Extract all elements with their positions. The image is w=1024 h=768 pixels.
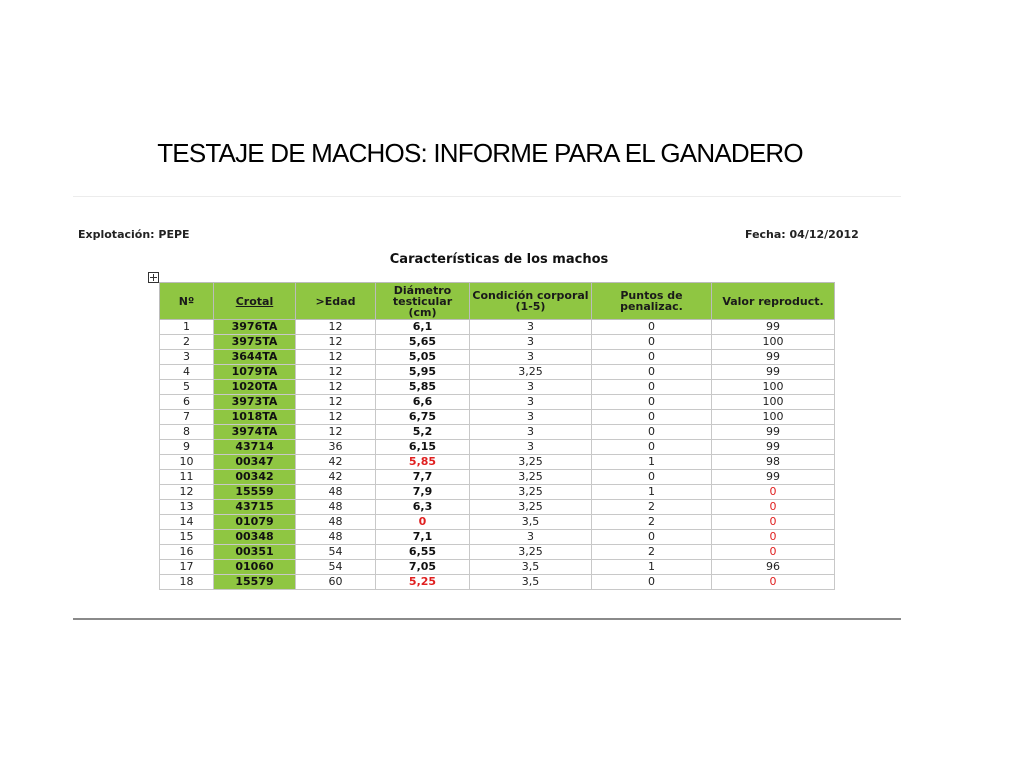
cell-diametro: 5,85 — [376, 380, 470, 395]
cell-valor: 100 — [712, 395, 835, 410]
cell-condicion: 3,25 — [470, 455, 592, 470]
table-row — [160, 545, 835, 560]
table-row — [160, 380, 835, 395]
cell-diametro: 6,3 — [376, 500, 470, 515]
table-title: Características de los machos — [389, 252, 609, 267]
cell-valor: 99 — [712, 425, 835, 440]
column-header-diametro: Diámetro testicular (cm) — [376, 283, 470, 320]
cell-crotal: 01060 — [214, 560, 296, 575]
cell-diametro: 5,95 — [376, 365, 470, 380]
cell-puntos: 2 — [592, 545, 712, 560]
column-header-condicion: Condición corporal (1-5) — [470, 283, 592, 320]
cell-diametro: 6,6 — [376, 395, 470, 410]
cell-crotal: 1020TA — [214, 380, 296, 395]
cell-puntos: 0 — [592, 470, 712, 485]
column-header-edad: >Edad — [296, 283, 376, 320]
cell-n: 3 — [160, 350, 214, 365]
cell-diametro: 7,7 — [376, 470, 470, 485]
cell-valor: 0 — [712, 500, 835, 515]
cell-n: 8 — [160, 425, 214, 440]
table-row — [160, 455, 835, 470]
cell-n: 9 — [160, 440, 214, 455]
cell-diametro: 0 — [376, 515, 470, 530]
cell-valor: 0 — [712, 530, 835, 545]
cell-n: 6 — [160, 395, 214, 410]
cell-puntos: 0 — [592, 530, 712, 545]
cell-edad: 48 — [296, 515, 376, 530]
cell-condicion: 3 — [470, 350, 592, 365]
cell-valor: 100 — [712, 410, 835, 425]
table-row — [160, 395, 835, 410]
table-row — [160, 440, 835, 455]
cell-valor: 100 — [712, 380, 835, 395]
cell-diametro: 5,25 — [376, 575, 470, 590]
cell-crotal: 43714 — [214, 440, 296, 455]
cell-puntos: 0 — [592, 440, 712, 455]
cell-edad: 12 — [296, 320, 376, 335]
cell-crotal: 43715 — [214, 500, 296, 515]
males-table — [159, 282, 835, 590]
cell-valor: 99 — [712, 440, 835, 455]
cell-n: 10 — [160, 455, 214, 470]
expand-icon[interactable] — [148, 272, 159, 283]
cell-puntos: 0 — [592, 425, 712, 440]
cell-crotal: 1018TA — [214, 410, 296, 425]
cell-crotal: 00347 — [214, 455, 296, 470]
table-row — [160, 320, 835, 335]
column-header-valor: Valor reproduct. — [712, 283, 835, 320]
table-row — [160, 470, 835, 485]
cell-puntos: 0 — [592, 575, 712, 590]
column-header-crotal — [214, 283, 296, 320]
cell-valor: 99 — [712, 320, 835, 335]
table-row — [160, 485, 835, 500]
cell-diametro: 5,65 — [376, 335, 470, 350]
cell-puntos: 0 — [592, 350, 712, 365]
cell-diametro: 5,2 — [376, 425, 470, 440]
cell-condicion: 3,25 — [470, 365, 592, 380]
table-header-row — [160, 283, 835, 320]
cell-diametro: 7,1 — [376, 530, 470, 545]
cell-condicion: 3,25 — [470, 485, 592, 500]
table-row — [160, 560, 835, 575]
cell-n: 18 — [160, 575, 214, 590]
cell-puntos: 0 — [592, 365, 712, 380]
table-row — [160, 365, 835, 380]
table-row — [160, 425, 835, 440]
cell-condicion: 3,25 — [470, 500, 592, 515]
cell-n: 12 — [160, 485, 214, 500]
cell-edad: 12 — [296, 365, 376, 380]
date-label: Fecha: 04/12/2012 — [745, 228, 859, 241]
table-row — [160, 410, 835, 425]
cell-n: 1 — [160, 320, 214, 335]
cell-valor: 99 — [712, 470, 835, 485]
cell-diametro: 6,1 — [376, 320, 470, 335]
cell-edad: 12 — [296, 350, 376, 365]
cell-puntos: 0 — [592, 335, 712, 350]
cell-puntos: 2 — [592, 500, 712, 515]
column-header-puntos: Puntos de penalizac. — [592, 283, 712, 320]
cell-edad: 48 — [296, 485, 376, 500]
report-document — [73, 196, 901, 620]
cell-crotal: 3644TA — [214, 350, 296, 365]
slide-title: TESTAJE DE MACHOS: INFORME PARA EL GANADERO — [157, 138, 803, 168]
cell-puntos: 2 — [592, 515, 712, 530]
cell-valor: 99 — [712, 365, 835, 380]
cell-valor: 0 — [712, 545, 835, 560]
column-header-crotal-label: Crotal — [235, 294, 274, 308]
cell-crotal: 3974TA — [214, 425, 296, 440]
cell-diametro: 7,05 — [376, 560, 470, 575]
cell-crotal: 3976TA — [214, 320, 296, 335]
table-row — [160, 500, 835, 515]
cell-crotal: 3975TA — [214, 335, 296, 350]
cell-condicion: 3 — [470, 425, 592, 440]
cell-diametro: 6,55 — [376, 545, 470, 560]
cell-puntos: 0 — [592, 320, 712, 335]
cell-condicion: 3 — [470, 395, 592, 410]
table-row — [160, 350, 835, 365]
cell-condicion: 3 — [470, 335, 592, 350]
cell-condicion: 3 — [470, 320, 592, 335]
cell-edad: 54 — [296, 560, 376, 575]
cell-edad: 12 — [296, 395, 376, 410]
cell-puntos: 0 — [592, 410, 712, 425]
cell-crotal: 00348 — [214, 530, 296, 545]
cell-diametro: 6,15 — [376, 440, 470, 455]
cell-valor: 96 — [712, 560, 835, 575]
cell-diametro: 5,05 — [376, 350, 470, 365]
cell-n: 17 — [160, 560, 214, 575]
cell-n: 7 — [160, 410, 214, 425]
cell-condicion: 3 — [470, 410, 592, 425]
cell-crotal: 15579 — [214, 575, 296, 590]
cell-crotal: 1079TA — [214, 365, 296, 380]
cell-condicion: 3,25 — [470, 470, 592, 485]
cell-edad: 60 — [296, 575, 376, 590]
cell-n: 16 — [160, 545, 214, 560]
cell-n: 5 — [160, 380, 214, 395]
cell-puntos: 0 — [592, 380, 712, 395]
cell-edad: 48 — [296, 500, 376, 515]
cell-valor: 100 — [712, 335, 835, 350]
cell-edad: 42 — [296, 470, 376, 485]
cell-crotal: 3973TA — [214, 395, 296, 410]
cell-puntos: 1 — [592, 560, 712, 575]
cell-valor: 98 — [712, 455, 835, 470]
cell-n: 4 — [160, 365, 214, 380]
cell-edad: 42 — [296, 455, 376, 470]
cell-edad: 36 — [296, 440, 376, 455]
cell-valor: 0 — [712, 515, 835, 530]
cell-edad: 12 — [296, 425, 376, 440]
cell-condicion: 3,5 — [470, 515, 592, 530]
cell-n: 13 — [160, 500, 214, 515]
cell-condicion: 3 — [470, 440, 592, 455]
cell-condicion: 3,5 — [470, 560, 592, 575]
cell-edad: 12 — [296, 410, 376, 425]
cell-puntos: 1 — [592, 485, 712, 500]
cell-n: 14 — [160, 515, 214, 530]
cell-n: 15 — [160, 530, 214, 545]
cell-crotal: 00342 — [214, 470, 296, 485]
cell-condicion: 3,25 — [470, 545, 592, 560]
cell-valor: 0 — [712, 485, 835, 500]
table-row — [160, 530, 835, 545]
cell-diametro: 5,85 — [376, 455, 470, 470]
cell-edad: 54 — [296, 545, 376, 560]
cell-n: 2 — [160, 335, 214, 350]
cell-puntos: 0 — [592, 395, 712, 410]
cell-crotal: 00351 — [214, 545, 296, 560]
cell-crotal: 01079 — [214, 515, 296, 530]
cell-diametro: 7,9 — [376, 485, 470, 500]
cell-puntos: 1 — [592, 455, 712, 470]
cell-edad: 12 — [296, 380, 376, 395]
cell-condicion: 3,5 — [470, 575, 592, 590]
cell-condicion: 3 — [470, 380, 592, 395]
cell-condicion: 3 — [470, 530, 592, 545]
cell-n: 11 — [160, 470, 214, 485]
cell-edad: 48 — [296, 530, 376, 545]
cell-valor: 0 — [712, 575, 835, 590]
farm-label: Explotación: PEPE — [78, 228, 190, 241]
table-row — [160, 575, 835, 590]
cell-crotal: 15559 — [214, 485, 296, 500]
table-row — [160, 335, 835, 350]
column-header-n: Nº — [160, 283, 214, 320]
cell-diametro: 6,75 — [376, 410, 470, 425]
table-row — [160, 515, 835, 530]
cell-edad: 12 — [296, 335, 376, 350]
cell-valor: 99 — [712, 350, 835, 365]
